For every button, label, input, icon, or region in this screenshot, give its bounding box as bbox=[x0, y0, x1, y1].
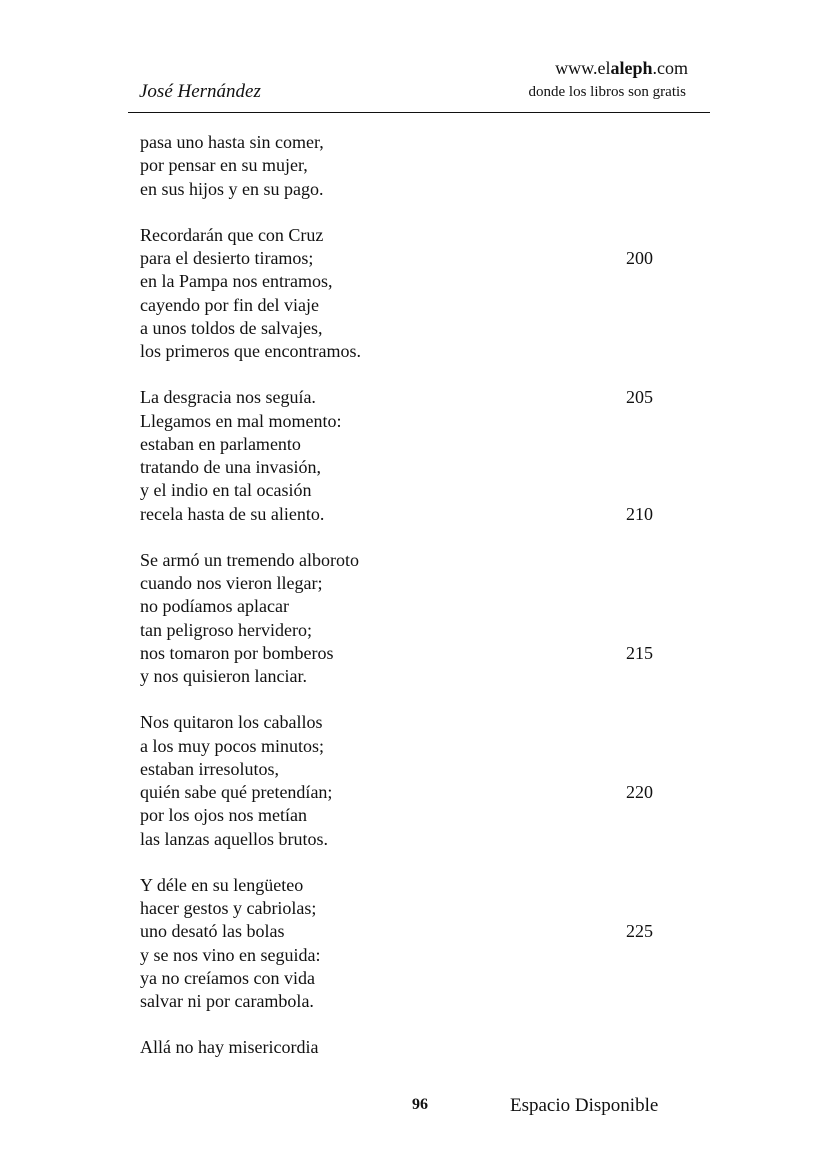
verse-line bbox=[140, 665, 700, 688]
verse-line bbox=[140, 131, 700, 154]
verse-text: Llegamos en mal momento: bbox=[140, 410, 342, 431]
header-author: José Hernández bbox=[139, 81, 261, 102]
verse-line bbox=[140, 828, 700, 851]
verse-number: 205 bbox=[626, 387, 653, 408]
verse-text: y nos quisieron lanciar. bbox=[140, 666, 307, 686]
verse-line bbox=[140, 595, 700, 618]
verse-line bbox=[140, 967, 700, 990]
verse-line bbox=[140, 386, 700, 409]
verse-line bbox=[140, 619, 700, 642]
verse-text: hacer gestos y cabriolas; bbox=[140, 898, 317, 918]
verse-line bbox=[140, 317, 700, 340]
verse-line bbox=[140, 503, 700, 526]
poem-body bbox=[140, 131, 700, 1083]
verse-number: 220 bbox=[626, 782, 653, 802]
verse-number: 225 bbox=[626, 921, 653, 942]
verse-line bbox=[140, 549, 700, 572]
verse-text: por los ojos nos metían bbox=[140, 805, 307, 826]
footer-note: Espacio Disponible bbox=[510, 1095, 659, 1116]
verse-text: recela hasta de su aliento. bbox=[140, 503, 325, 524]
stanza bbox=[140, 711, 700, 851]
verse-line bbox=[140, 572, 700, 595]
verse-text: a los muy pocos minutos; bbox=[140, 735, 324, 756]
verse-text: por pensar en su mujer, bbox=[140, 155, 308, 176]
verse-text: pasa uno hasta sin comer, bbox=[140, 132, 324, 152]
verse-line bbox=[140, 479, 700, 502]
stanza bbox=[140, 224, 700, 364]
verse-line bbox=[140, 270, 700, 293]
verse-line bbox=[140, 433, 700, 456]
stanza bbox=[140, 549, 700, 689]
stanza bbox=[140, 874, 700, 1014]
verse-text: Recordarán que con Cruz bbox=[140, 224, 324, 245]
verse-line bbox=[140, 178, 700, 201]
site-url-brand: aleph bbox=[610, 58, 653, 78]
verse-text: no podíamos aplacar bbox=[140, 596, 289, 617]
header-rule bbox=[128, 112, 710, 113]
verse-text: Se armó un tremendo alboroto bbox=[140, 549, 359, 570]
verse-line bbox=[140, 920, 700, 943]
verse-text: La desgracia nos seguía. bbox=[140, 387, 316, 408]
verse-text: estaban irresolutos, bbox=[140, 758, 279, 779]
verse-line bbox=[140, 294, 700, 317]
site-url-suffix: .com bbox=[652, 58, 688, 78]
verse-text: estaban en parlamento bbox=[140, 433, 301, 454]
verse-line bbox=[140, 781, 700, 804]
header-site bbox=[468, 56, 688, 102]
verse-line bbox=[140, 735, 700, 758]
verse-text: a unos toldos de salvajes, bbox=[140, 317, 323, 338]
verse-text: ya no creíamos con vida bbox=[140, 967, 315, 988]
verse-text: salvar ni por carambola. bbox=[140, 991, 314, 1011]
verse-text: y se nos vino en seguida: bbox=[140, 944, 321, 965]
verse-line bbox=[140, 340, 700, 363]
verse-text: nos tomaron por bomberos bbox=[140, 642, 334, 663]
verse-line bbox=[140, 874, 700, 897]
verse-line bbox=[140, 990, 700, 1013]
verse-line bbox=[140, 1036, 700, 1059]
verse-text: las lanzas aquellos brutos. bbox=[140, 828, 328, 849]
verse-text: Nos quitaron los caballos bbox=[140, 712, 323, 733]
verse-text: quién sabe qué pretendían; bbox=[140, 782, 333, 802]
site-url-prefix: www.el bbox=[555, 58, 611, 78]
verse-number: 210 bbox=[626, 503, 653, 524]
verse-line bbox=[140, 642, 700, 665]
verse-line bbox=[140, 897, 700, 920]
verse-text: cayendo por fin del viaje bbox=[140, 294, 319, 315]
stanza bbox=[140, 386, 700, 526]
site-tagline: donde los libros son gratis bbox=[528, 84, 686, 100]
verse-text: en la Pampa nos entramos, bbox=[140, 271, 333, 292]
verse-line bbox=[140, 456, 700, 479]
verse-text: uno desató las bolas bbox=[140, 921, 285, 942]
verse-text: en sus hijos y en su pago. bbox=[140, 178, 324, 199]
verse-text: tan peligroso hervidero; bbox=[140, 619, 312, 640]
verse-number: 215 bbox=[626, 642, 653, 663]
verse-text: para el desierto tiramos; bbox=[140, 248, 314, 268]
verse-line bbox=[140, 410, 700, 433]
verse-line bbox=[140, 711, 700, 734]
verse-text: cuando nos vieron llegar; bbox=[140, 573, 323, 593]
verse-line bbox=[140, 154, 700, 177]
site-url[interactable] bbox=[468, 56, 688, 80]
verse-line bbox=[140, 758, 700, 781]
stanza bbox=[140, 1036, 700, 1059]
verse-line bbox=[140, 224, 700, 247]
verse-text: y el indio en tal ocasión bbox=[140, 480, 312, 501]
verse-number: 200 bbox=[626, 248, 653, 268]
page-number: 96 bbox=[412, 1096, 428, 1113]
verse-line bbox=[140, 944, 700, 967]
verse-text: Allá no hay misericordia bbox=[140, 1037, 319, 1058]
verse-text: Y déle en su lengüeteo bbox=[140, 874, 304, 895]
verse-text: tratando de una invasión, bbox=[140, 457, 321, 477]
stanza bbox=[140, 131, 700, 201]
verse-line bbox=[140, 804, 700, 827]
verse-text: los primeros que encontramos. bbox=[140, 341, 361, 361]
verse-line bbox=[140, 247, 700, 270]
